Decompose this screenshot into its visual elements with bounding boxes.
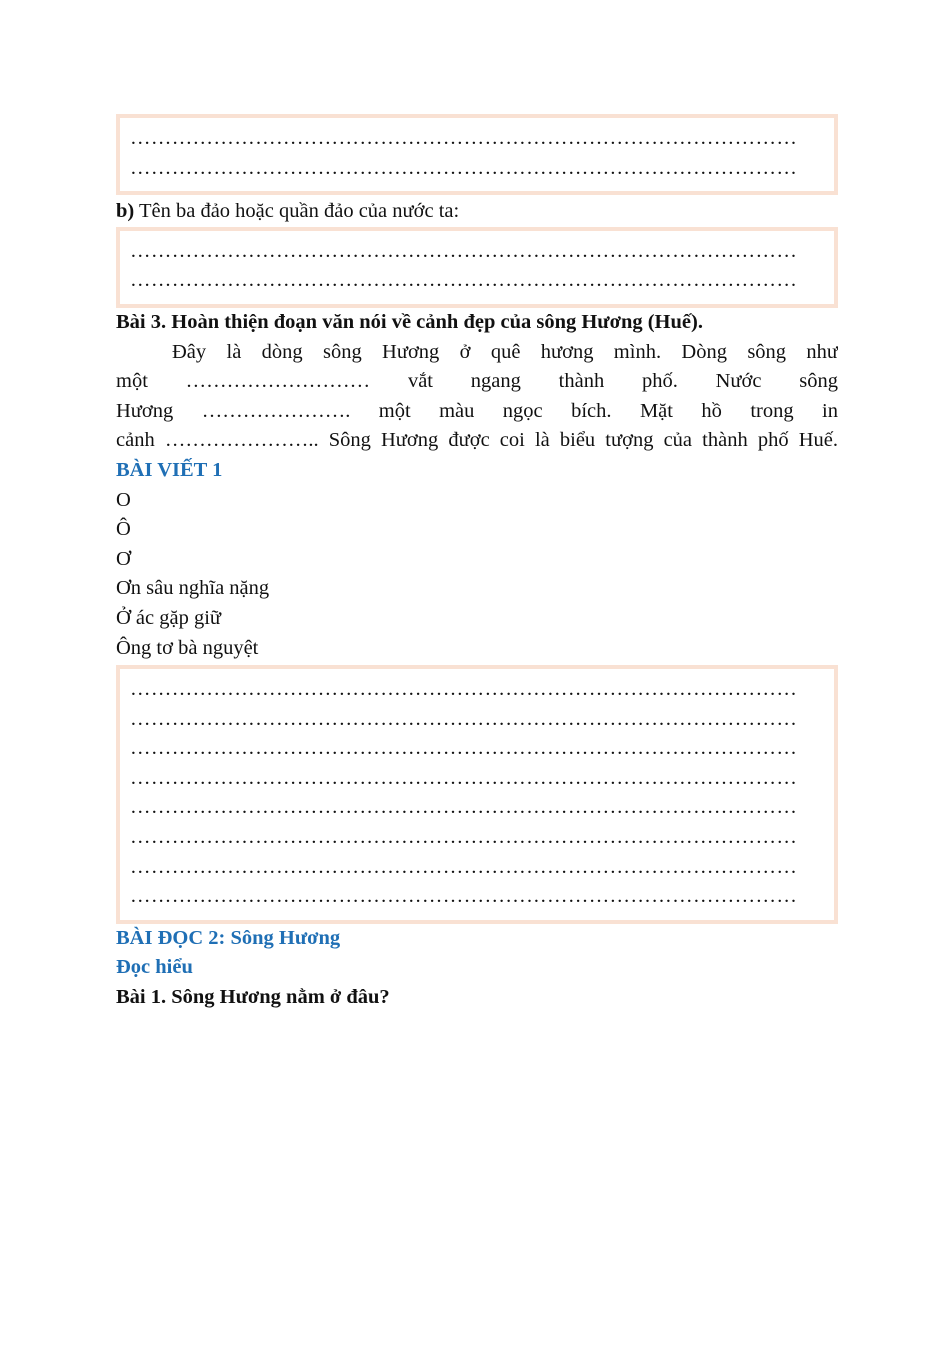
doc-hieu-heading: Đọc hiểu (116, 956, 193, 979)
answer-line: …………………………………………………………………………………… (130, 269, 798, 292)
part-b-prompt (116, 197, 838, 227)
bai3-paragraph-line: một ……………………… vắt ngang thành phố. Nước sông (116, 370, 838, 393)
part-b-text: Tên ba đảo hoặc quần đảo của nước ta: (134, 200, 460, 223)
bai3-paragraph-line: Đây là dòng sông Hương ở quê hương mình. Dòng sông như (172, 340, 838, 363)
writing-line: …………………………………………………………………………………… (130, 796, 798, 819)
letter-o-horn: Ơ (116, 547, 131, 570)
writing-line: …………………………………………………………………………………… (130, 707, 798, 730)
bai-doc-heading: BÀI ĐỌC 2: Sông Hương (116, 926, 341, 949)
answer-line: …………………………………………………………………………………… (130, 127, 798, 149)
bai1-question (116, 983, 838, 1013)
answer-box-b[interactable] (116, 227, 838, 308)
phrase-o-ac: Ở ác gặp giữ (116, 606, 222, 629)
answer-box-a[interactable] (116, 114, 838, 195)
writing-line: …………………………………………………………………………………… (130, 766, 798, 789)
writing-line: …………………………………………………………………………………… (130, 826, 798, 849)
bai3-title: Bài 3. Hoàn thiện đoạn văn nói về cảnh đẹp của sông Hương (Huế). (116, 310, 703, 333)
letter-o: O (116, 488, 131, 511)
answer-line: …………………………………………………………………………………… (130, 156, 798, 179)
worksheet-page (116, 114, 838, 1013)
writing-box[interactable] (116, 665, 838, 924)
writing-line: …………………………………………………………………………………… (130, 737, 798, 760)
writing-line: …………………………………………………………………………………… (130, 855, 798, 878)
phrase-on-sau: Ơn sâu nghĩa nặng (116, 577, 270, 600)
bai3-paragraph-line: Hương …………………. một màu ngọc bích. Mặt hồ trong in (116, 399, 838, 422)
answer-line: …………………………………………………………………………………… (130, 239, 798, 262)
bai3-paragraph-line: cảnh ………………….. Sông Hương được coi là biểu tượng của thành phố Huế. (116, 429, 838, 452)
bai1-label: Bài 1 (116, 986, 161, 1009)
bai-viet-heading: BÀI VIẾT 1 (116, 458, 223, 481)
phrase-ong-to: Ông tơ bà nguyệt (116, 636, 259, 659)
writing-line: …………………………………………………………………………………… (130, 678, 798, 701)
writing-line: …………………………………………………………………………………… (130, 885, 798, 908)
letter-o-circumflex: Ô (116, 518, 131, 541)
part-b-label: b) (116, 200, 135, 223)
bai1-text: . Sông Hương nằm ở đâu? (161, 986, 390, 1009)
